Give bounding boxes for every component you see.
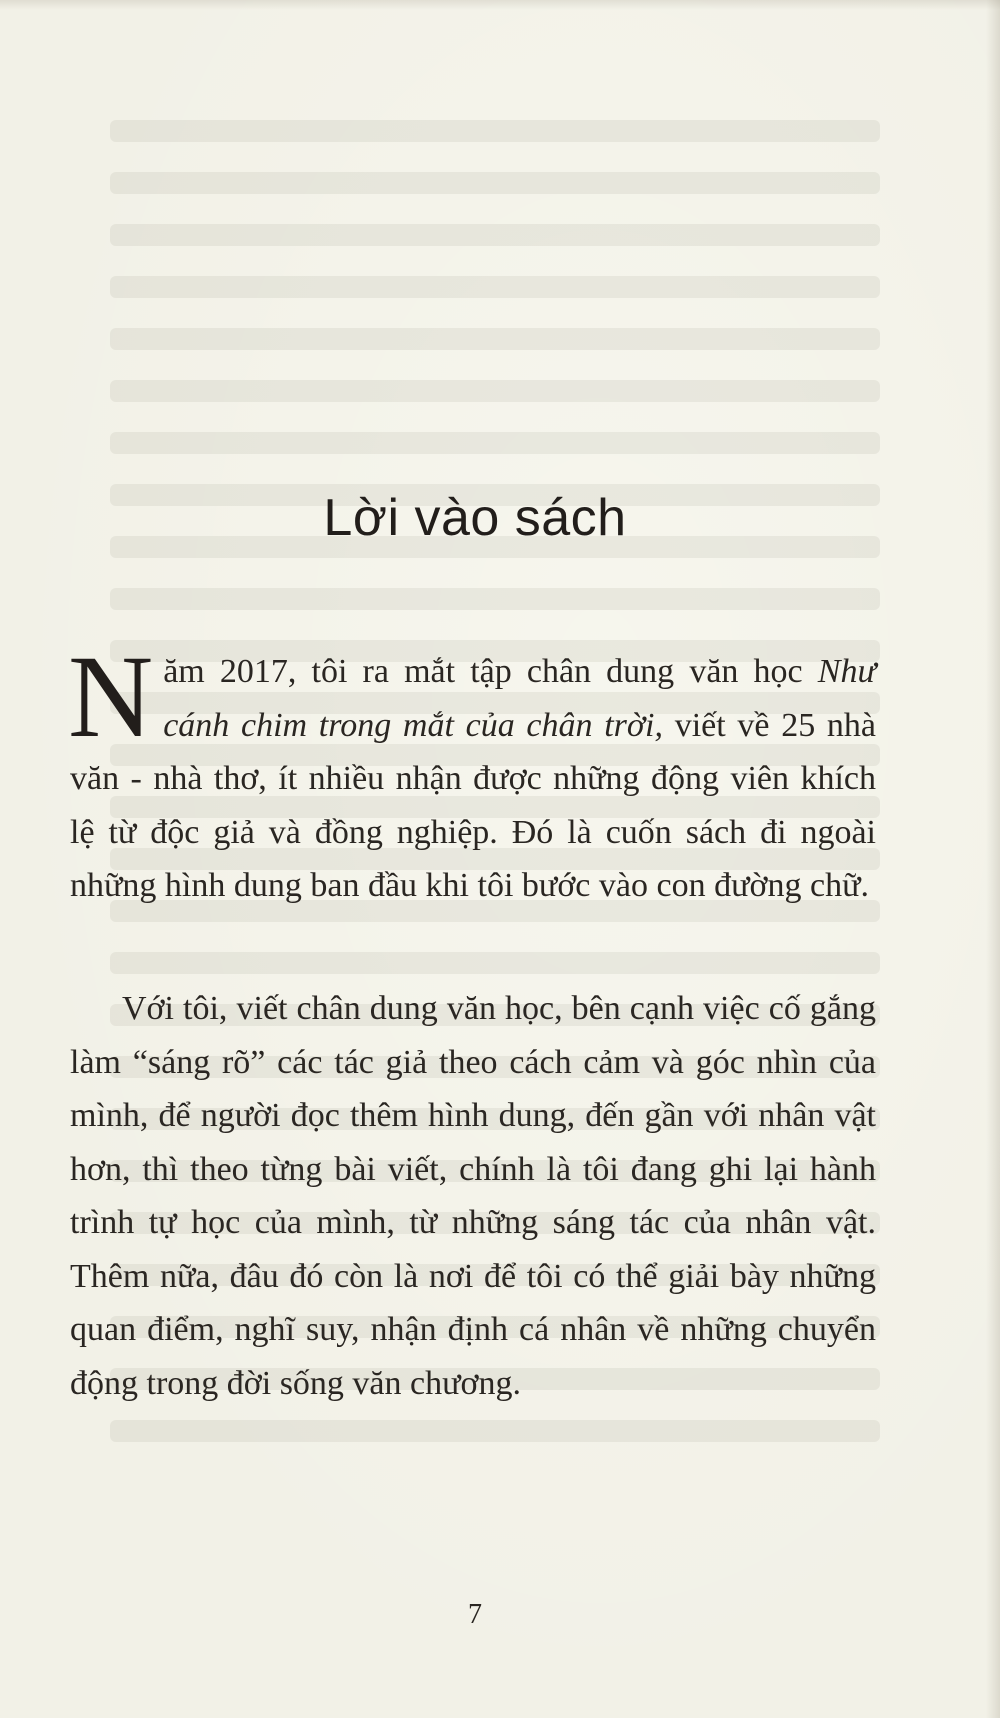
paragraph-1 <box>68 631 876 913</box>
paragraph-1-text-start: ăm 2017, tôi ra mắt tập chân dung văn học <box>163 653 818 690</box>
drop-cap: N <box>68 631 154 762</box>
paragraph-2 <box>70 982 876 1410</box>
page-number: 7 <box>468 1599 482 1630</box>
page-top-shadow <box>0 0 1000 10</box>
paragraph-1-text-end: viết về 25 nhà văn - nhà thơ, ít nhiều nhận được những động viên khích lệ từ độc giả và đồng nghiệp. Đó là cuốn sách đi ngoài những hình dung ban đầu khi tôi bước vào con đường chữ. <box>70 706 876 904</box>
page-edge-shadow <box>986 0 1000 1718</box>
chapter-title: Lời vào sách <box>323 489 627 547</box>
book-title-italic: Như cánh chim trong mắt của chân trời, <box>163 653 876 744</box>
paragraph-2-text: Với tôi, viết chân dung văn học, bên cạnh việc cố gắng làm “sáng rõ” các tác giả theo cách cảm và góc nhìn của mình, để người đọc thêm hình dung, đến gần với nhân vật hơn, thì theo từng bài viết, chính là tôi đang ghi lại hành trình tự học của mình, từ những sáng tác của nhân vật. Thêm nữa, đâu đó còn là nơi để tôi có thể giải bày những quan điểm, nghĩ suy, nhận định cá nhân về những chuyển động trong đời sống văn chương. <box>70 990 876 1402</box>
